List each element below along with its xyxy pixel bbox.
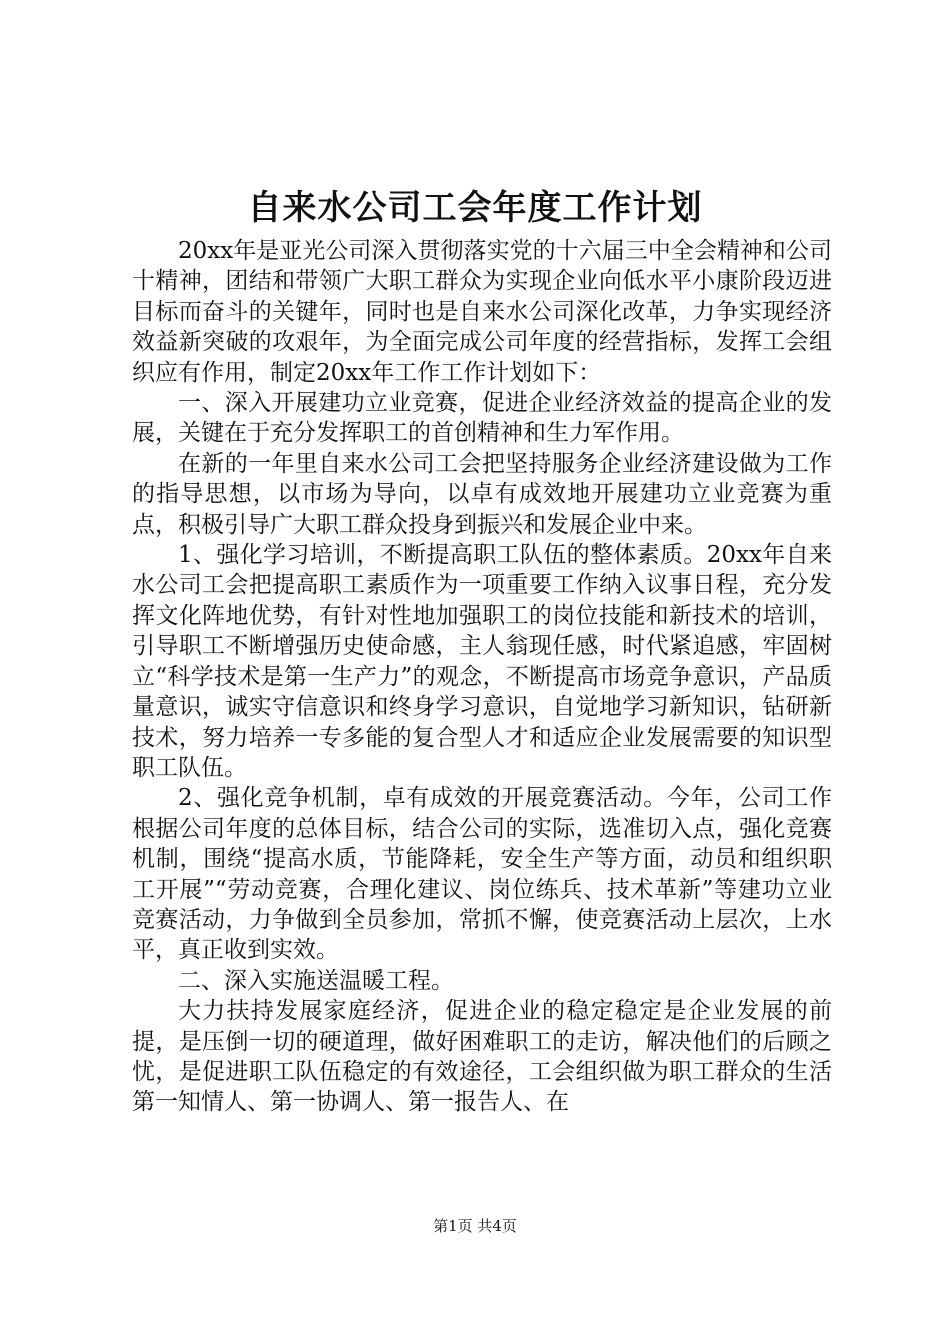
paragraph-section-two-body: 大力扶持发展家庭经济，促进企业的稳定稳定是企业发展的前提，是压倒一切的硬道理，做好困难职工的走访，解决他们的后顾之忧，是促进职工队伍稳定的有效途径，工会组织做为职工群众的生活第一知情人、第一协调人、第一报告人、在 (132, 998, 832, 1116)
document-body (132, 236, 832, 1118)
paragraph-intro: 20xx年是亚光公司深入贯彻落实党的十六届三中全会精神和公司十精神，团结和带领广大职工群众为实现企业向低水平小康阶段迈进目标而奋斗的关键年，同时也是自来水公司深化改革，力争实现经济效益新突破的攻艰年，为全面完成公司年度的经营指标，发挥工会组织应有作用，制定20xx年工作工作计划如下： (132, 238, 832, 386)
page-footer: 第1页 共4页 (433, 1217, 517, 1235)
document-title: 自来水公司工会年度工作计划 (247, 188, 703, 228)
paragraph-section-one-body: 在新的一年里自来水公司工会把坚持服务企业经济建设做为工作的指导思想，以市场为导向，以卓有成效地开展建功立业竞赛为重点，积极引导广大职工群众投身到振兴和发展企业中来。 (132, 450, 832, 538)
paragraph-section-one-heading: 一、深入开展建功立业竞赛，促进企业经济效益的提高企业的发展，关键在于充分发挥职工的首创精神和生力军作用。 (132, 390, 832, 447)
paragraph-item-two: 2、强化竞争机制，卓有成效的开展竞赛活动。今年，公司工作根据公司年度的总体目标，结合公司的实际，选准切入点，强化竞赛机制，围绕“提高水质，节能降耗，安全生产等方面，动员和组织职工开展”“劳动竞赛，合理化建议、岗位练兵、技术革新”等建功立业竞赛活动，力争做到全员参加，常抓不懈，使竞赛活动上层次，上水平，真正收到实效。 (132, 785, 832, 964)
paragraph-section-two-heading: 二、深入实施送温暖工程。 (178, 967, 454, 994)
paragraph-item-one: 1、强化学习培训，不断提高职工队伍的整体素质。20xx年自来水公司工会把提高职工素质作为一项重要工作纳入议事日程，充分发挥文化阵地优势，有针对性地加强职工的岗位技能和新技术的培训，引导职工不断增强历史使命感，主人翁现任感，时代紧追感，牢固树立“科学技术是第一生产力”的观念，不断提高市场竞争意识，产品质量意识，诚实守信意识和终身学习意识，自觉地学习新知识，钻研新技术，努力培养一专多能的复合型人才和适应企业发展需要的知识型职工队伍。 (132, 542, 832, 781)
